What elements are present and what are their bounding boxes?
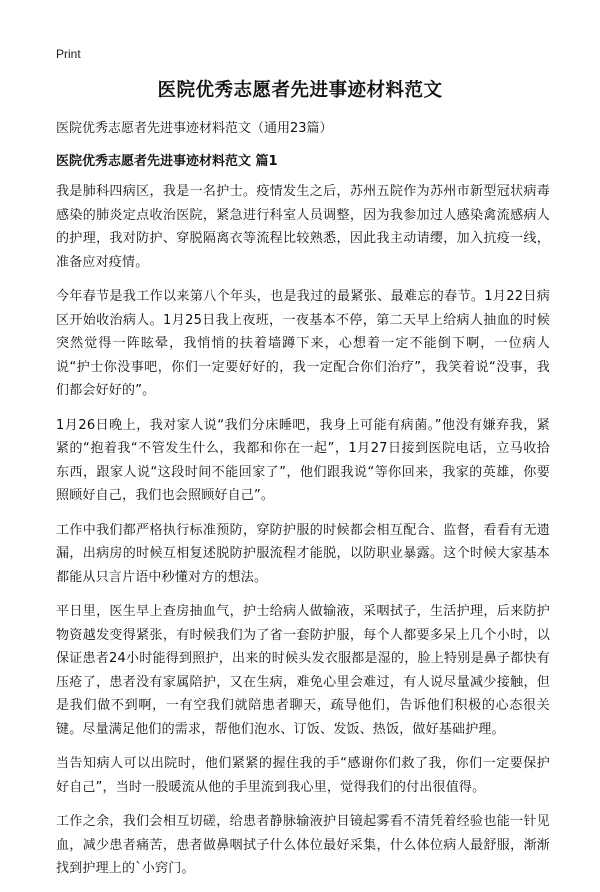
- paragraph: 平日里，医生早上查房抽血气，护士给病人做输液，采咽拭子，生活护理，后来防护物资越发变得紧张，有时候我们为了省一套防护服，每个人都要多呆上几个小时，以保证患者24小时能得到照护，出来的时候头发衣服都是湿的，脸上特别是鼻子都快有压疮了，患者没有家属陪护，又在生病，难免心里会难过，有人说尽量减少接触，但是我们做不到啊，一有空我们就陪患者聊天，疏导他们，告诉他们积极的心态很关键。尽量满足他们的需求，帮他们泡水、订饭、发饭、热饭，做好基础护理。: [56, 604, 550, 737]
- section-heading: 医院优秀志愿者先进事迹材料范文 篇1: [56, 154, 278, 169]
- paragraph: 工作中我们都严格执行标准预防，穿防护服的时候都会相互配合、监督，看看有无遗漏，出病房的时候互相复述脱防护服流程才能脱，以防职业暴露。这个时候大家基本都能从只言片语中秒懂对方的想法。: [56, 522, 550, 585]
- paragraph: 当告知病人可以出院时，他们紧紧的握住我的手“感谢你们救了我，你们一定要保护好自己”，当时一股暖流从他的手里流到我心里，觉得我们的付出很值得。: [56, 756, 550, 795]
- article-body: [56, 180, 550, 892]
- print-link[interactable]: Print: [56, 47, 81, 61]
- paragraph: 1月26日晚上，我对家人说“我们分床睡吧，我身上可能有病菌。”他没有嫌弃我，紧紧的“抱着我“不管发生什么，我都和你在一起”，1月27日接到医院电话，立马收拾东西，跟家人说“这段时间不能回家了”，他们跟我说“等你回来，我家的英雄，你要照顾好自己，我们也会照顾好自己”。: [56, 417, 550, 503]
- document-subtitle: 医院优秀志愿者先进事迹材料范文（通用23篇）: [56, 121, 333, 136]
- paragraph: 今年春节是我工作以来第八个年头，也是我过的最紧张、最难忘的春节。1月22日病区开始收治病人。1月25日我上夜班，一夜基本不停，第二天早上给病人抽血的时候突然觉得一阵眩晕，我悄悄的扶着墙蹲下来，心想着一定不能倒下啊，一位病人说“护士你没事吧，你们一定要好好的，我一定配合你们治疗”，我笑着说“没事，我们都会好好的”。: [56, 289, 550, 398]
- document-title: 医院优秀志愿者先进事迹材料范文: [157, 80, 443, 101]
- paragraph: 工作之余，我们会相互切磋，给患者静脉输液护目镜起雾看不清凭着经验也能一针见血，减少患者痛苦，患者做鼻咽拭子什么体位最好采集，什么体位病人最舒服，渐渐找到护理上的`小窍门。: [56, 814, 550, 876]
- paragraph: 我是肺科四病区，我是一名护士。疫情发生之后，苏州五院作为苏州市新型冠状病毒感染的肺炎定点收治医院，紧急进行科室人员调整，因为我参加过人感染禽流感病人的护理，我对防护、穿脱隔离衣等流程比较熟悉，因此我主动请缨，加入抗疫一线，准备应对疫情。: [56, 184, 550, 270]
